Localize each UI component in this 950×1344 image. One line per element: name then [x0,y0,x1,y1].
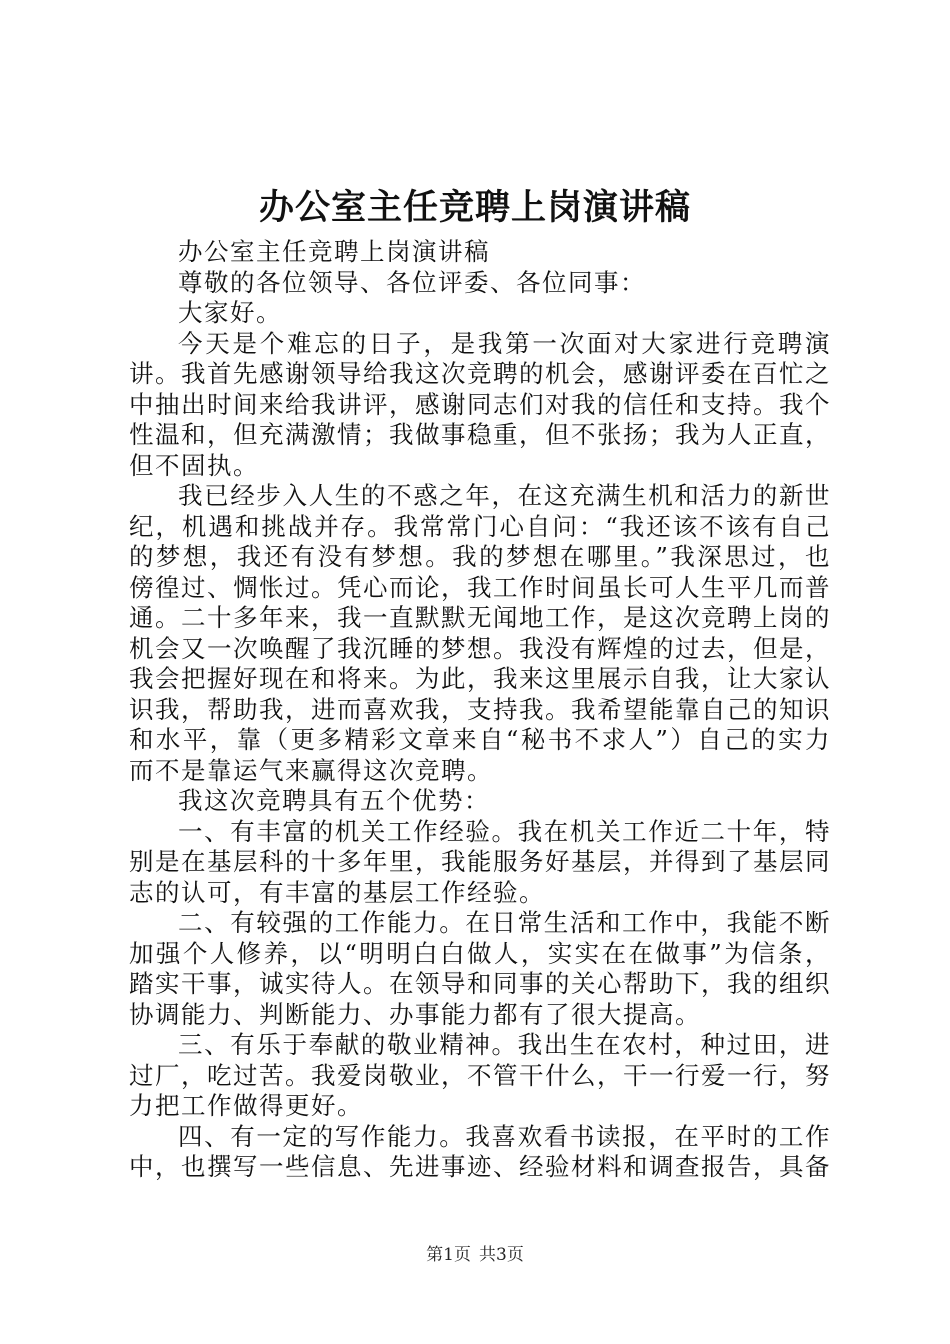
page-number: 第1页 [426,1245,471,1265]
paragraph-subtitle: 办公室主任竞聘上岗演讲稿 [178,237,490,266]
paragraph-advantage-3: 三、有乐于奉献的敬业精神。我出生在农村，种过田，进过厂，吃过苦。我爱岗敬业，不管干什么，干一行爱一行，努力把工作做得更好。 [129,1030,831,1120]
page-footer [0,1244,950,1266]
paragraph-background: 我已经步入人生的不惑之年，在这充满生机和活力的新世纪，机遇和挑战并存。我常常门心自问：“我还该不该有自己的梦想，我还有没有梦想。我的梦想在哪里。”我深思过，也傍徨过、惆怅过。凭心而论，我工作时间虽长可人生平几而普通。二十多年来，我一直默默无闻地工作，是这次竞聘上岗的机会又一次唤醒了我沉睡的梦想。我没有辉煌的过去，但是，我会把握好现在和将来。为此，我来这里展示自我，让大家认识我，帮助我，进而喜欢我，支持我。我希望能靠自己的知识和水平，靠（更多精彩文章来自“秘书不求人”）自己的实力而不是靠运气来赢得这次竞聘。 [129,481,831,785]
paragraph-introduction: 今天是个难忘的日子，是我第一次面对大家进行竞聘演讲。我首先感谢领导给我这次竞聘的机会，感谢评委在百忙之中抽出时间来给我讲评，感谢同志们对我的信任和支持。我个性温和，但充满激情；我做事稳重，但不张扬；我为人正直，但不固执。 [129,328,831,480]
document-body [129,237,831,1183]
document-title: 办公室主任竞聘上岗演讲稿 [258,187,691,228]
paragraph-advantage-1: 一、有丰富的机关工作经验。我在机关工作近二十年，特别是在基层科的十多年里，我能服务好基层，并得到了基层同志的认可，有丰富的基层工作经验。 [129,816,831,907]
paragraph-advantage-4: 四、有一定的写作能力。我喜欢看书读报，在平时的工作中，也撰写一些信息、先进事迹、经验材料和调查报告，具备 [129,1121,831,1181]
page-total: 共3页 [479,1245,524,1265]
paragraph-greeting: 大家好。 [178,298,282,327]
paragraph-salutation: 尊敬的各位领导、各位评委、各位同事： [178,267,646,297]
paragraph-advantages-intro: 我这次竞聘具有五个优势： [178,786,490,815]
paragraph-advantage-2: 二、有较强的工作能力。在日常生活和工作中，我能不断加强个人修养，以“明明白白做人，实实在在做事”为信条，踏实干事，诚实待人。在领导和同事的关心帮助下，我的组织协调能力、判断能力、办事能力都有了很大提高。 [129,908,831,1029]
